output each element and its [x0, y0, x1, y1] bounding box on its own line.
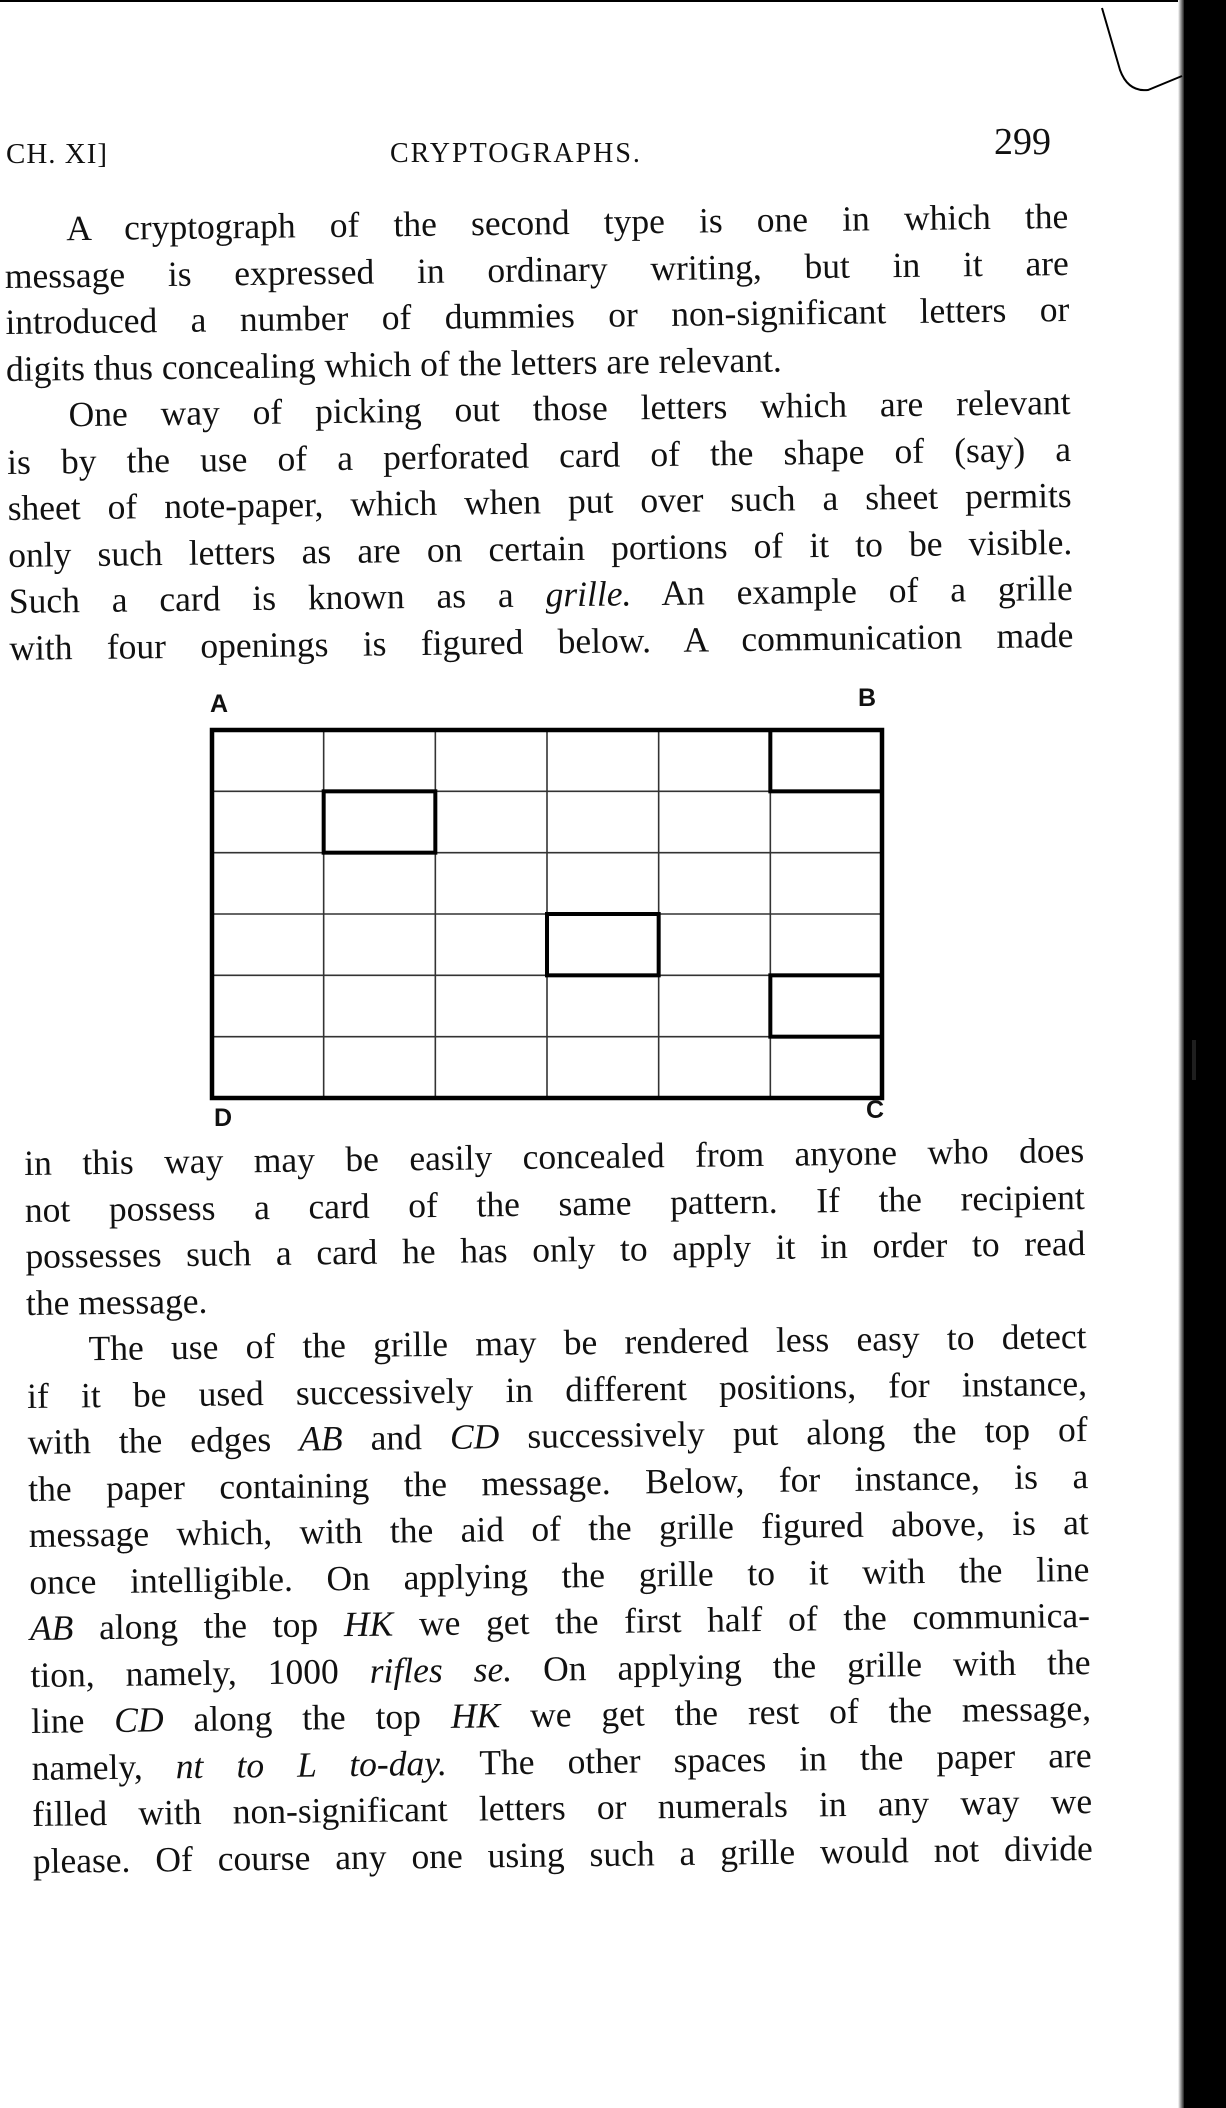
text-run: along the top: [73, 1604, 345, 1648]
grille-figure: [200, 684, 900, 1140]
text-line: One way of picking out those letters which are relevant: [68, 381, 1071, 435]
text-line: not possess a card of the same pattern. If the recipient: [24, 1176, 1086, 1230]
italic-ab: AB: [298, 1418, 343, 1459]
paragraph-concealment: [24, 1127, 1086, 1326]
grille-opening: [770, 730, 882, 791]
page-number: 299: [994, 121, 1051, 163]
paragraph-grille-usage: [26, 1313, 1093, 1884]
text-run: tion, namely, 1000: [30, 1650, 370, 1695]
text-line: in this way may be easily concealed from anyone who does: [24, 1130, 1085, 1183]
text-line: only such letters as are on certain portions of it to be visible.: [8, 521, 1073, 575]
corner-label-c: C: [866, 1096, 885, 1124]
text-line: if it be used successively in different positions, for instance,: [26, 1362, 1088, 1416]
scan-top-border: [0, 0, 1184, 2]
running-header: [0, 120, 1070, 180]
text-line: filled with non-significant letters or numerals in any way we: [31, 1781, 1093, 1834]
italic-cd: CD: [449, 1416, 500, 1457]
grille-opening: [770, 975, 882, 1036]
page-corner-mark: [1100, 0, 1190, 110]
italic-ab: AB: [29, 1607, 74, 1648]
scan-speck: [1192, 1040, 1196, 1080]
text-run: we get the rest of the message,: [499, 1688, 1092, 1736]
text-line: A cryptograph of the second type is one in which the: [66, 196, 1069, 249]
corner-label-a: A: [210, 690, 229, 718]
text-line: The use of the grille may be rendered less easy to detect: [88, 1316, 1087, 1369]
text-line: introduced a number of dummies or non-significant letters or: [5, 288, 1070, 342]
text-run: successively put along the top of: [499, 1409, 1088, 1457]
italic-nt-to-l-today: nt to L to-day.: [175, 1742, 448, 1786]
text-line: message is expressed in ordinary writing, but in it are: [4, 242, 1070, 296]
running-title: CRYPTOGRAPHS.: [390, 138, 642, 169]
text-run: we get the first half of the communica-: [392, 1595, 1091, 1644]
text-run: with the edges: [27, 1418, 300, 1462]
text-run: On applying the grille with the: [511, 1641, 1091, 1689]
text-line: possesses such a card he has only to apply it in order to read: [25, 1223, 1086, 1276]
scan-dark-margin: [1184, 0, 1226, 2108]
text-line: digits thus concealing which of the letters are relevant.: [5, 339, 782, 389]
corner-label-d: D: [214, 1104, 233, 1132]
italic-rifles-se: rifles se.: [369, 1648, 513, 1691]
text-line: sheet of note-paper, which when put over such a sheet permits: [7, 474, 1072, 528]
text-run: Such a card is known as a: [8, 574, 546, 621]
italic-cd: CD: [114, 1699, 164, 1740]
text-run: An example of a grille: [631, 567, 1073, 614]
text-line: message which, with the aid of the grille figured above, is at: [28, 1502, 1089, 1555]
text-run: and: [342, 1416, 451, 1459]
text-line: with four openings is figured below. A communication made: [9, 614, 1074, 668]
grille-opening: [547, 914, 659, 975]
text-line: once intelligible. On applying the grille to it with the line: [29, 1548, 1090, 1602]
italic-hk: HK: [450, 1695, 501, 1736]
text-block-bottom: [24, 1127, 1093, 1884]
text-run: namely,: [31, 1745, 177, 1788]
text-run: line: [30, 1699, 115, 1741]
corner-label-b: B: [858, 684, 877, 712]
paragraph-grille-intro: [6, 379, 1073, 671]
text-line: the message.: [25, 1280, 208, 1323]
italic-term-grille: grille.: [545, 573, 632, 615]
paragraph-cryptograph-type: [4, 193, 1070, 392]
grille-diagram: [200, 690, 900, 1140]
text-line: please. Of course any one using such a grille would not divide: [32, 1827, 1093, 1881]
text-line: is by the use of a perforated card of the shape of (say) a: [6, 428, 1072, 482]
grille-opening: [324, 791, 436, 852]
text-run: The other spaces in the paper are: [446, 1734, 1092, 1783]
italic-hk: HK: [343, 1603, 394, 1645]
text-run: along the top: [163, 1695, 452, 1740]
text-line: the paper containing the message. Below, for instance, is a: [28, 1455, 1089, 1509]
chapter-label: CH. XI]: [6, 138, 109, 170]
text-block-top: [4, 193, 1074, 671]
